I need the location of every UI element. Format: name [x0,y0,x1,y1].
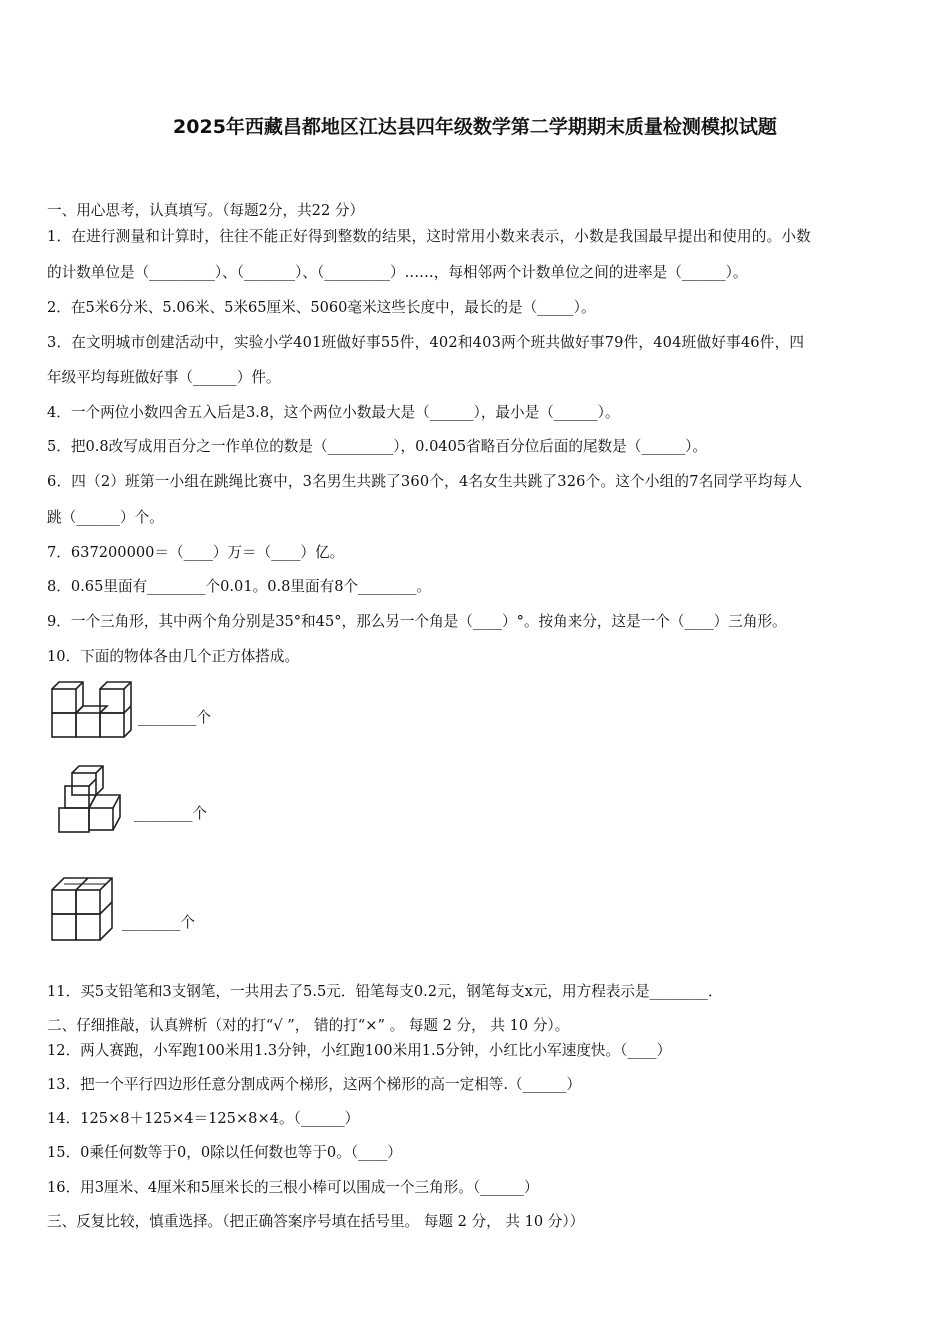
question-15: 15．0乘任何数等于0，0除以任何数也等于0。（____） [47,1144,402,1161]
question-13: 13．把一个平行四边形任意分割成两个梯形，这两个梯形的高一定相等.（______） [47,1076,581,1093]
question-10-blank-3: ________个 [122,914,195,931]
question-4: 4．一个两位小数四舍五入后是3.8，这个两位小数最大是（______），最小是（______）。 [47,404,620,421]
question-10-blank-1: ________个 [138,709,211,726]
question-9: 9．一个三角形，其中两个角分别是35°和45°，那么另一个角是（____）°。按角来分，这是一个（____）三角形。 [47,613,787,630]
question-2: 2．在5米6分米、5.06米、5米65厘米、5060毫米这些长度中，最长的是（_____）。 [47,299,596,316]
cube-figure-2 [56,764,132,836]
question-1-line-2: 的计数单位是（_________）、（_______）、（_________）……，每相邻两个计数单位之间的进率是（______）。 [47,264,748,281]
section-1-heading: 一、用心思考，认真填写。（每题2分，共22 分） [47,202,365,219]
section-3-heading: 三、反复比较，慎重选择。（把正确答案序号填在括号里。 每题 2 分， 共 10 分）） [47,1213,585,1230]
question-1-line-1: 1．在进行测量和计算时，往往不能正好得到整数的结果，这时常用小数来表示，小数是我国最早提出和使用的。小数 [47,228,811,245]
question-11: 11．买5支铅笔和3支钢笔，一共用去了5.5元．铅笔每支0.2元，钢笔每支x元，用方程表示是________． [47,983,723,1000]
cube-figure-3 [50,876,118,944]
question-7: 7．637200000＝（____）万＝（____）亿。 [47,544,345,561]
cube-figure-1 [50,680,134,740]
question-3-line-1: 3．在文明城市创建活动中，实验小学401班做好事55件，402和403两个班共做好事79件，404班做好事46件，四 [47,334,805,351]
question-5: 5．把0.8改写成用百分之一作单位的数是（_________），0.0405省略百分位后面的尾数是（______）。 [47,438,708,455]
page-title: 2025年西藏昌都地区江达县四年级数学第二学期期末质量检测模拟试题 [173,116,777,138]
question-12: 12．两人赛跑，小军跑100米用1.3分钟，小红跑100米用1.5分钟，小红比小军速度快。（____） [47,1042,672,1059]
question-3-line-2: 年级平均每班做好事（______）件。 [47,369,281,386]
question-6-line-1: 6．四（2）班第一小组在跳绳比赛中，3名男生共跳了360个，4名女生共跳了326个。这个小组的7名同学平均每人 [47,473,803,490]
section-2-heading: 二、仔细推敲，认真辨析（对的打“√ ”， 错的打“×” 。 每题 2 分， 共 10 分）。 [47,1017,570,1034]
question-14: 14．125×8＋125×4＝125×8×4。（______） [47,1110,360,1127]
question-10-stem: 10．下面的物体各由几个正方体搭成。 [47,648,300,665]
question-16: 16．用3厘米、4厘米和5厘米长的三根小棒可以围成一个三角形。（______） [47,1179,539,1196]
question-8: 8．0.65里面有________个0.01。0.8里面有8个________。 [47,578,432,595]
question-10-blank-2: ________个 [134,805,207,822]
question-6-line-2: 跳（______）个。 [47,509,164,526]
